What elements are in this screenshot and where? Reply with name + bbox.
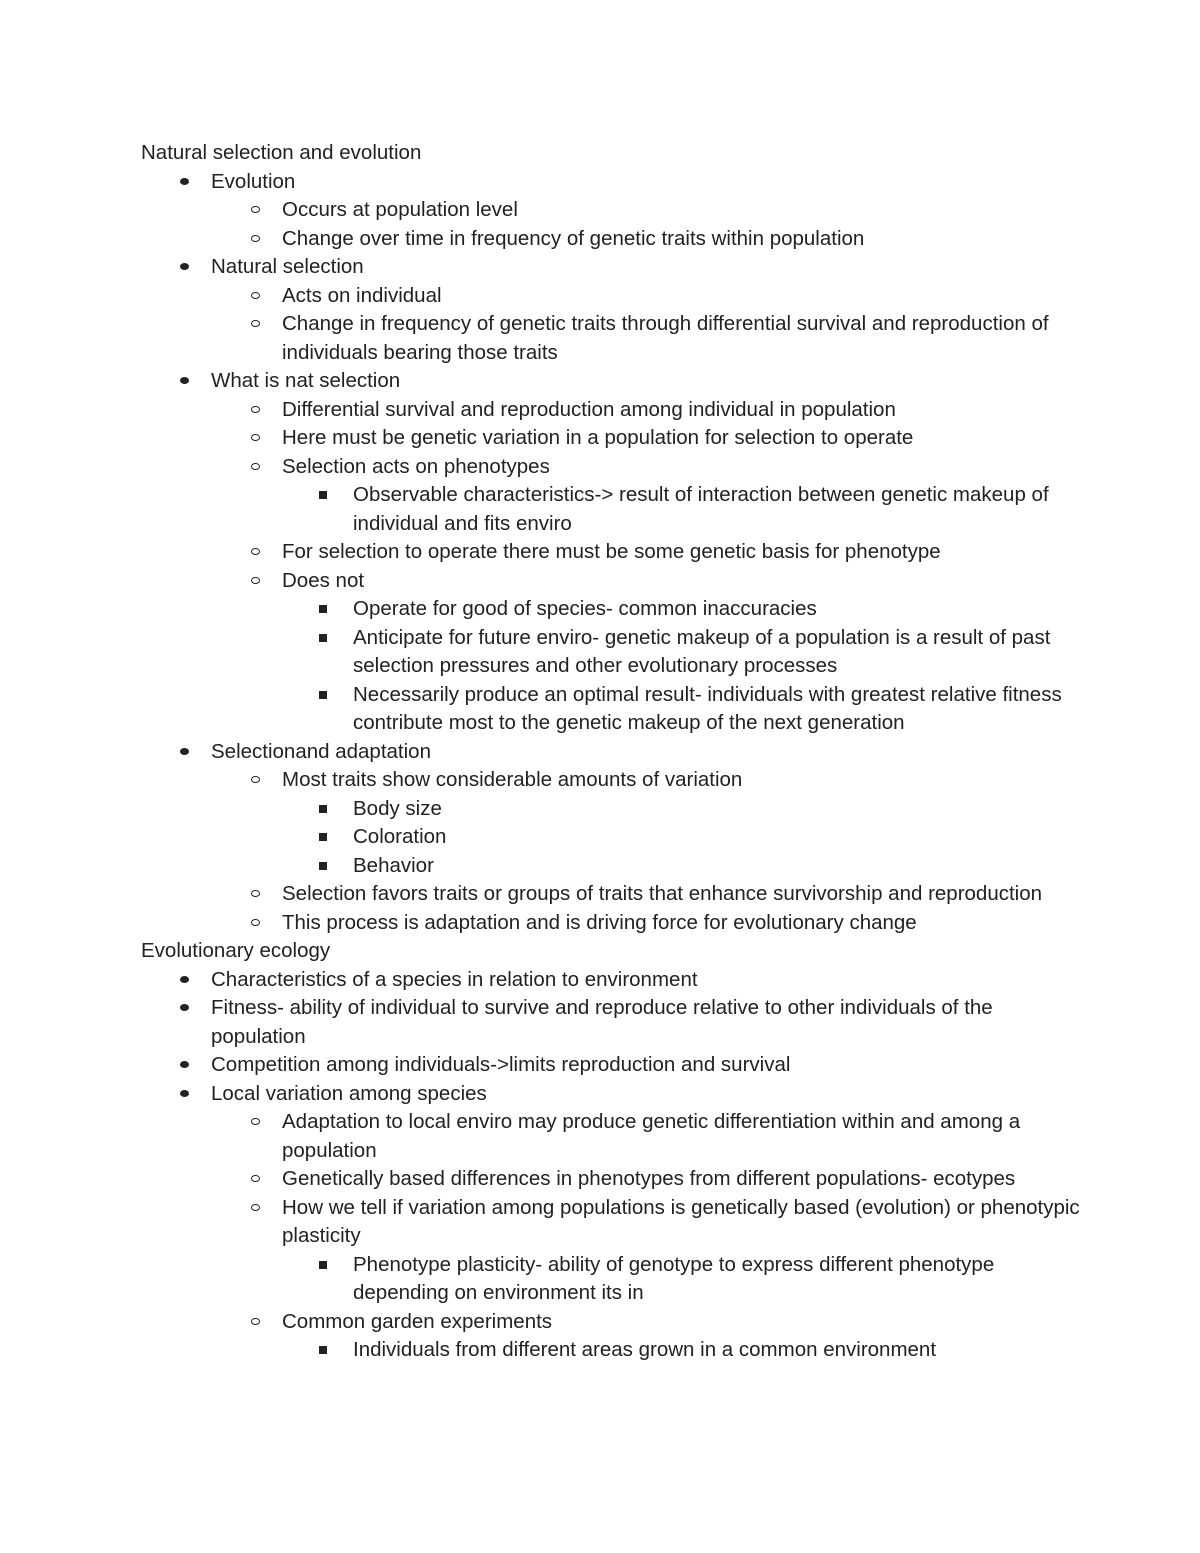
list-item-text: Most traits show considerable amounts of variation xyxy=(282,768,743,791)
list-item-text: Genetically based differences in phenotypes from different populations- ecotypes xyxy=(282,1167,1016,1190)
list-item-text: Individuals from different areas grown in a common environment xyxy=(353,1338,937,1361)
list-item-text: Change over time in frequency of genetic traits within population xyxy=(282,226,865,250)
bullet-square-icon xyxy=(317,481,333,510)
list-item-text: Selectionand adaptation xyxy=(211,739,431,763)
list-item-level-2 xyxy=(141,567,1081,596)
list-item-text: How we tell if variation among populations is genetically based (evolution) or phenotypic plasticity xyxy=(282,1195,1080,1247)
list-item-level-3 xyxy=(141,852,1081,881)
bullet-dot-icon xyxy=(177,367,193,396)
list-item-text: Here must be genetic variation in a population for selection to operate xyxy=(282,426,914,449)
list-item-text: Natural selection xyxy=(211,255,364,278)
bullet-dot-icon xyxy=(177,1080,193,1109)
bullet-dot-icon xyxy=(177,1051,193,1080)
list-item-text: Adaptation to local enviro may produce genetic differentiation within and among a population xyxy=(282,1110,1021,1162)
bullet-dot-icon xyxy=(177,253,193,282)
list-item-level-2 xyxy=(141,196,1081,225)
bullet-circle-icon xyxy=(248,1308,264,1337)
bullet-circle-icon xyxy=(248,310,264,339)
list-item-level-1 xyxy=(141,253,1081,282)
list-item-level-3 xyxy=(141,795,1081,824)
bullet-circle-icon xyxy=(248,1194,264,1223)
list-item-text: Local variation among species xyxy=(211,1081,487,1105)
list-item-level-1 xyxy=(141,1051,1081,1080)
list-item-level-3 xyxy=(141,481,1081,538)
list-item-level-1 xyxy=(141,168,1081,197)
list-item-text: This process is adaptation and is driving force for evolutionary change xyxy=(282,910,917,934)
bullet-square-icon xyxy=(317,681,333,710)
section-heading: Natural selection and evolution xyxy=(141,141,422,164)
bullet-circle-icon xyxy=(248,396,264,425)
list-item-text: Behavior xyxy=(353,853,434,877)
list-item-text: Acts on individual xyxy=(282,283,442,307)
list-item-text: Observable characteristics-> result of interaction between genetic makeup of individual and fits enviro xyxy=(353,483,1049,535)
list-item-text: Competition among individuals->limits reproduction and survival xyxy=(211,1053,791,1076)
list-item-text: Common garden experiments xyxy=(282,1309,553,1333)
list-item-level-2 xyxy=(141,282,1081,311)
list-item-text: Change in frequency of genetic traits through differential survival and reproduction of individuals bearing those traits xyxy=(282,312,1049,364)
bullet-circle-icon xyxy=(248,1165,264,1194)
bullet-dot-icon xyxy=(177,168,193,197)
bullet-dot-icon xyxy=(177,738,193,767)
list-item-level-2 xyxy=(141,225,1081,254)
list-item-text: Phenotype plasticity- ability of genotype to express different phenotype depending on environment its in xyxy=(353,1252,995,1304)
bullet-square-icon xyxy=(317,795,333,824)
bullet-circle-icon xyxy=(248,766,264,795)
list-item-text: Selection favors traits or groups of traits that enhance survivorship and reproduction xyxy=(282,882,1043,905)
list-item-level-3 xyxy=(141,1336,1081,1365)
bullet-square-icon xyxy=(317,1336,333,1365)
bullet-square-icon xyxy=(317,1251,333,1280)
list-item-text: Selection acts on phenotypes xyxy=(282,454,550,478)
bullet-square-icon xyxy=(317,624,333,653)
list-item-level-1 xyxy=(141,738,1081,767)
list-item-level-1 xyxy=(141,966,1081,995)
list-item-level-3 xyxy=(141,681,1081,738)
list-item-text: Anticipate for future enviro- genetic makeup of a population is a result of past selection pressures and other evolutionary processes xyxy=(353,625,1051,677)
list-item-text: What is nat selection xyxy=(211,369,401,392)
list-item-level-1 xyxy=(141,994,1081,1051)
list-item-level-2 xyxy=(141,310,1081,367)
list-item-text: Occurs at population level xyxy=(282,198,518,221)
list-item-level-3 xyxy=(141,823,1081,852)
bullet-dot-icon xyxy=(177,966,193,995)
bullet-circle-icon xyxy=(248,880,264,909)
list-item-level-2 xyxy=(141,1165,1081,1194)
list-item-level-3 xyxy=(141,1251,1081,1308)
list-item-level-2 xyxy=(141,424,1081,453)
list-item-text: Fitness- ability of individual to survive and reproduce relative to other individuals of the population xyxy=(211,996,993,1048)
list-item-text: Coloration xyxy=(353,825,447,848)
bullet-circle-icon xyxy=(248,567,264,596)
list-item-level-2 xyxy=(141,1308,1081,1337)
list-item-level-2 xyxy=(141,909,1081,938)
list-item-level-1 xyxy=(141,1080,1081,1109)
list-item-text: Necessarily produce an optimal result- individuals with greatest relative fitness contribute most to the genetic makeup of the next generation xyxy=(353,682,1062,734)
bullet-circle-icon xyxy=(248,538,264,567)
list-item-text: Body size xyxy=(353,796,442,820)
bullet-circle-icon xyxy=(248,1108,264,1137)
bullet-circle-icon xyxy=(248,282,264,311)
list-item-text: Evolution xyxy=(211,169,296,193)
list-item-text: For selection to operate there must be some genetic basis for phenotype xyxy=(282,540,941,563)
list-item-text: Characteristics of a species in relation to environment xyxy=(211,967,698,991)
list-item-text: Does not xyxy=(282,568,365,592)
list-item-text: Operate for good of species- common inaccuracies xyxy=(353,597,817,620)
list-item-level-1 xyxy=(141,367,1081,396)
list-item-level-3 xyxy=(141,595,1081,624)
list-item-level-2 xyxy=(141,538,1081,567)
list-item-level-2 xyxy=(141,396,1081,425)
list-item-level-2 xyxy=(141,766,1081,795)
list-item-level-2 xyxy=(141,1194,1081,1251)
bullet-dot-icon xyxy=(177,994,193,1023)
bullet-circle-icon xyxy=(248,424,264,453)
list-item-level-2 xyxy=(141,1108,1081,1165)
bullet-circle-icon xyxy=(248,225,264,254)
list-item-text: Differential survival and reproduction among individual in population xyxy=(282,397,896,421)
bullet-circle-icon xyxy=(248,196,264,225)
list-item-level-2 xyxy=(141,880,1081,909)
section-heading: Evolutionary ecology xyxy=(141,939,331,962)
notes-document xyxy=(141,139,1081,1365)
bullet-circle-icon xyxy=(248,453,264,482)
list-item-level-3 xyxy=(141,624,1081,681)
bullet-square-icon xyxy=(317,595,333,624)
list-item-level-2 xyxy=(141,453,1081,482)
bullet-circle-icon xyxy=(248,909,264,938)
bullet-square-icon xyxy=(317,852,333,881)
bullet-square-icon xyxy=(317,823,333,852)
